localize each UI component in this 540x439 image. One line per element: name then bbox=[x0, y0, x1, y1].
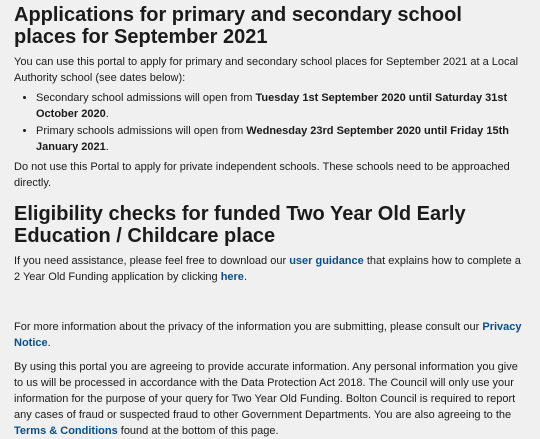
school-places-heading: Applications for primary and secondary school places for September 2021 bbox=[14, 4, 462, 48]
privacy-text: For more information about the privacy of the information you are submitting, please consult our Privacy Notice. bbox=[14, 321, 522, 349]
terms-conditions-link[interactable]: Terms & Conditions bbox=[14, 425, 118, 437]
admission-dates-list bbox=[14, 90, 528, 155]
eligibility-heading: Eligibility checks for funded Two Year Old Early Education / Childcare place bbox=[14, 203, 466, 247]
user-guidance-link[interactable]: user guidance bbox=[289, 255, 364, 267]
assistance-text: If you need assistance, please feel free to download our user guidance that explains how to complete a 2 Year Old Funding application by clicking here. bbox=[14, 255, 521, 283]
independent-schools-note: Do not use this Portal to apply for private independent schools. These schools need to be approached directly. bbox=[14, 161, 510, 189]
list-item: • Secondary school admissions will open from Tuesday 1st September 2020 until Saturday 31st October 2020. bbox=[36, 90, 528, 122]
privacy-notice-link[interactable]: Privacy Notice bbox=[14, 321, 522, 349]
list-item: • Primary schools admissions will open from Wednesday 23rd September 2020 until Friday 15th January 2021. bbox=[36, 123, 528, 155]
agreement-text: By using this portal you are agreeing to provide accurate information. Any personal information you give to us will be processed in accordance with the Data Protection Act 2018. The Council will only use your information for the purpose of your query for Two Year Old Funding. Bolton Council is required to report any cases of fraud or suspected fraud to other Government Departments. You are also agreeing to the Terms & Conditions found at the bottom of this page. bbox=[14, 361, 518, 437]
secondary-dates: Tuesday 1st September 2020 until Saturday 31st October 2020 bbox=[36, 92, 508, 120]
here-link[interactable]: here bbox=[220, 271, 244, 283]
school-places-intro: You can use this portal to apply for primary and secondary school places for September 2021 at a Local Authority school (see dates below): bbox=[14, 56, 519, 84]
spacer bbox=[14, 285, 528, 319]
primary-dates: Wednesday 23rd September 2020 until Friday 15th January 2021 bbox=[36, 125, 509, 153]
